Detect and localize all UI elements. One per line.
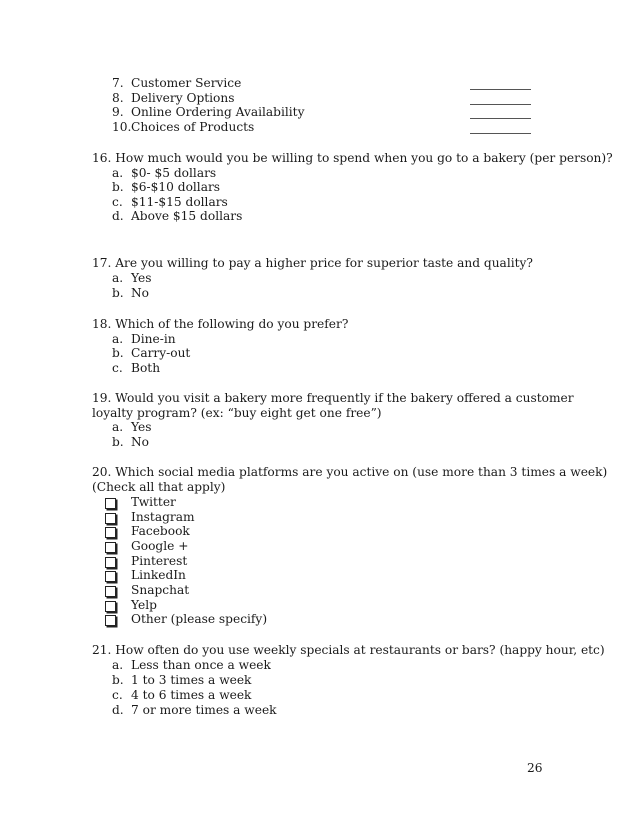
checkbox-label: Twitter	[131, 495, 176, 509]
rank-blank[interactable]	[470, 118, 531, 119]
option-label[interactable]: Both	[131, 361, 161, 375]
option-label[interactable]: Dine-in	[131, 332, 176, 346]
question-18-text: 18. Which of the following do you prefer?	[92, 317, 349, 331]
rank-item-number: 8.	[112, 91, 124, 105]
option-letter: a.	[112, 166, 124, 180]
option-letter: a.	[112, 332, 124, 346]
rank-item-number: 10.	[112, 120, 132, 134]
option-label[interactable]: 7 or more times a week	[131, 703, 277, 717]
checkbox-label: LinkedIn	[131, 568, 186, 582]
option-letter: c.	[112, 195, 123, 209]
option-label[interactable]: Yes	[131, 271, 152, 285]
checkbox-icon[interactable]	[105, 498, 116, 509]
question-16-text: 16. How much would you be willing to spend when you go to a bakery (per person)?	[92, 151, 613, 165]
checkbox-label: Other (please specify)	[131, 612, 268, 626]
option-label[interactable]: $11-$15 dollars	[131, 195, 228, 209]
option-letter: a.	[112, 420, 124, 434]
option-label[interactable]: 4 to 6 times a week	[131, 688, 252, 702]
question-20-text-cont: (Check all that apply)	[92, 480, 226, 494]
rank-item-label: Online Ordering Availability	[131, 105, 305, 119]
checkbox-icon[interactable]	[105, 586, 116, 597]
option-label[interactable]: 1 to 3 times a week	[131, 673, 252, 687]
checkbox-label: Pinterest	[131, 554, 188, 568]
option-letter: b.	[112, 435, 124, 449]
option-label[interactable]: Yes	[131, 420, 152, 434]
checkbox-icon[interactable]	[105, 571, 116, 582]
option-label[interactable]: $0- $5 dollars	[131, 166, 217, 180]
option-label[interactable]: Less than once a week	[131, 658, 271, 672]
page-number: 26	[527, 761, 543, 775]
rank-item-label: Customer Service	[131, 76, 242, 90]
checkbox-icon[interactable]	[105, 557, 116, 568]
checkbox-icon[interactable]	[105, 542, 116, 553]
rank-item-label: Choices of Products	[131, 120, 255, 134]
option-label[interactable]: No	[131, 286, 150, 300]
checkbox-label: Google +	[131, 539, 189, 553]
option-letter: c.	[112, 688, 123, 702]
checkbox-icon[interactable]	[105, 513, 116, 524]
option-letter: c.	[112, 361, 123, 375]
option-letter: a.	[112, 658, 124, 672]
question-17-text: 17. Are you willing to pay a higher price for superior taste and quality?	[92, 256, 533, 270]
option-letter: a.	[112, 271, 124, 285]
option-label[interactable]: No	[131, 435, 150, 449]
question-19-text: 19. Would you visit a bakery more frequently if the bakery offered a customer	[92, 391, 574, 405]
rank-blank[interactable]	[470, 89, 531, 90]
checkbox-label: Facebook	[131, 524, 190, 538]
option-letter: d.	[112, 209, 124, 223]
option-letter: b.	[112, 286, 124, 300]
option-label[interactable]: $6-$10 dollars	[131, 180, 221, 194]
option-label[interactable]: Above $15 dollars	[131, 209, 243, 223]
rank-blank[interactable]	[470, 104, 531, 105]
question-21-text: 21. How often do you use weekly specials at restaurants or bars? (happy hour, etc)	[92, 643, 605, 657]
rank-blank[interactable]	[470, 133, 531, 134]
checkbox-label: Yelp	[131, 598, 157, 612]
option-label[interactable]: Carry-out	[131, 346, 191, 360]
question-19-text-cont: loyalty program? (ex: “buy eight get one free”)	[92, 406, 382, 420]
checkbox-label: Instagram	[131, 510, 195, 524]
checkbox-icon[interactable]	[105, 601, 116, 612]
option-letter: d.	[112, 703, 124, 717]
option-letter: b.	[112, 180, 124, 194]
question-20-text: 20. Which social media platforms are you active on (use more than 3 times a week)	[92, 465, 608, 479]
checkbox-label: Snapchat	[131, 583, 190, 597]
rank-item-number: 7.	[112, 76, 124, 90]
option-letter: b.	[112, 673, 124, 687]
checkbox-icon[interactable]	[105, 527, 116, 538]
option-letter: b.	[112, 346, 124, 360]
rank-item-number: 9.	[112, 105, 124, 119]
rank-item-label: Delivery Options	[131, 91, 235, 105]
checkbox-icon[interactable]	[105, 615, 116, 626]
